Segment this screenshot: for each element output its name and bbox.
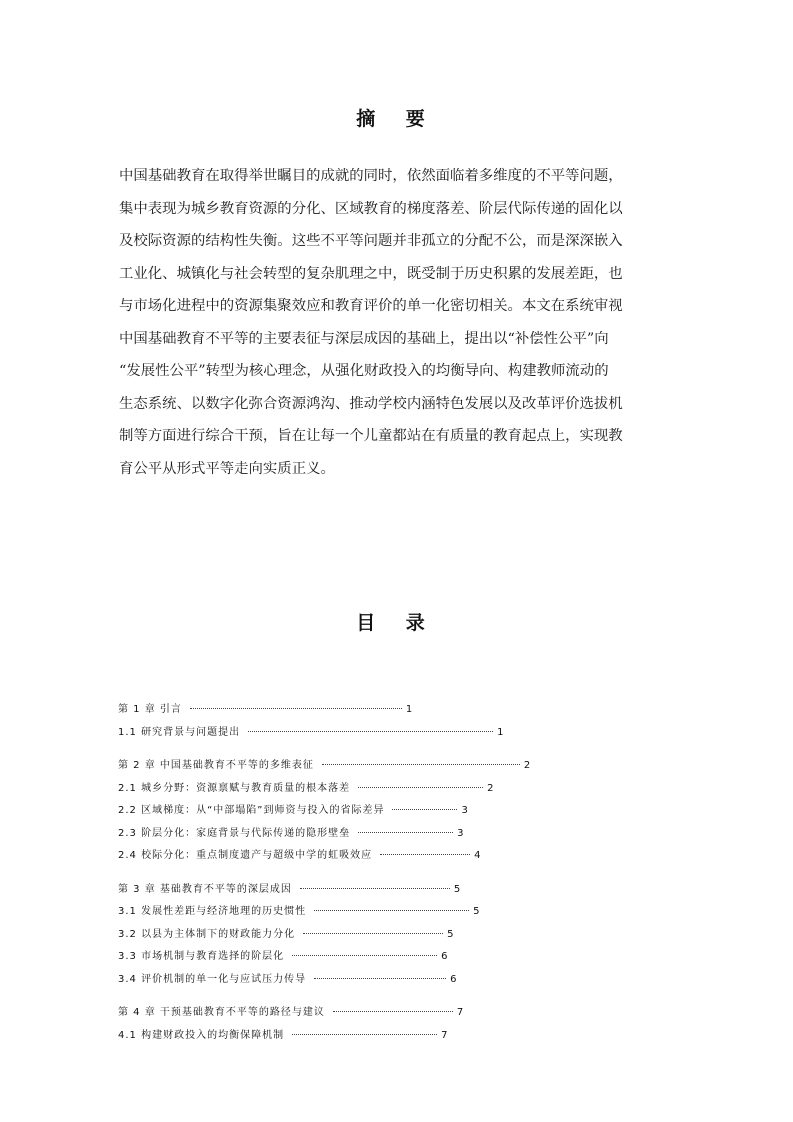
dot-leader xyxy=(358,832,453,833)
page-number: 5 xyxy=(447,928,454,940)
page-number: 1 xyxy=(497,726,504,738)
dot-leader xyxy=(314,978,446,979)
page-number: 6 xyxy=(450,973,457,985)
page-number: 3 xyxy=(457,827,464,839)
dot-leader xyxy=(314,910,469,911)
toc-section-entry-label: 2.2 区域梯度：从“中部塌陷”到师资与投入的省际差异 xyxy=(118,805,385,816)
toc-chapter-entry-label: 第 4 章 干预基础教育不平等的路径与建议 xyxy=(118,1007,325,1018)
toc-section-entry-label: 3.1 发展性差距与经济地理的历史惯性 xyxy=(118,906,307,917)
page-number: 3 xyxy=(461,805,468,816)
toc-section-entry[interactable] xyxy=(118,824,538,847)
toc-chapter-entry[interactable] xyxy=(118,700,538,723)
page-number: 2 xyxy=(487,782,494,794)
page-number: 7 xyxy=(456,1007,464,1018)
toc-section-entry[interactable] xyxy=(118,970,538,993)
page-number: 5 xyxy=(453,883,461,895)
abstract-body xyxy=(119,160,675,485)
toc-chapter-entry-label: 第 3 章 基础教育不平等的深层成因 xyxy=(118,883,292,895)
toc-section-entry-label: 3.2 以县为主体制下的财政能力分化 xyxy=(118,928,296,940)
toc-section-entry[interactable] xyxy=(118,779,538,802)
abstract-line: 与市场化进程中的资源集聚效应和教育评价的单一化密切相关。本文在系统审视 xyxy=(119,298,623,314)
toc-title: 目 录 xyxy=(356,612,437,634)
abstract-line: 集中表现为城乡教育资源的分化、区域教育的梯度落差、阶层代际传递的固化以 xyxy=(119,200,623,217)
dot-leader xyxy=(392,809,457,810)
dot-leader xyxy=(303,933,443,934)
page-number: 5 xyxy=(473,906,480,917)
page-number: 7 xyxy=(441,1029,448,1041)
toc-section-entry-label: 2.4 校际分化：重点制度遗产与超级中学的虹吸效应 xyxy=(118,850,373,861)
dot-leader xyxy=(292,1034,437,1035)
toc-chapter-entry-label: 第 2 章 中国基础教育不平等的多维表征 xyxy=(118,760,314,771)
dot-leader xyxy=(322,764,520,765)
toc-section-entry[interactable] xyxy=(118,723,538,746)
toc-chapter-entry[interactable] xyxy=(118,1003,538,1026)
abstract-title: 摘 要 xyxy=(356,108,437,130)
dot-leader xyxy=(380,854,470,855)
toc-section-entry[interactable] xyxy=(118,947,538,970)
toc-section-entry[interactable] xyxy=(118,925,538,948)
abstract-line: 生态系统、以数字化弥合资源鸿沟、推动学校内涵特色发展以及改革评价选拔机 xyxy=(119,395,623,412)
toc-chapter-block xyxy=(118,756,538,869)
dot-leader xyxy=(358,787,483,788)
abstract-line: “发展性公平”转型为核心理念，从强化财政投入的均衡导向、构建教师流动的 xyxy=(119,363,609,379)
page-number: 4 xyxy=(474,850,481,861)
page-number: 1 xyxy=(405,704,413,715)
toc-chapter-block xyxy=(118,880,538,993)
toc-chapter-entry-label: 第 1 章 引言 xyxy=(118,704,182,715)
dot-leader xyxy=(248,731,493,732)
toc-section-entry-label: 2.3 阶层分化：家庭背景与代际传递的隐形壁垒 xyxy=(118,827,351,839)
page-number: 2 xyxy=(523,760,531,771)
toc-section-entry[interactable] xyxy=(118,801,538,824)
dot-leader xyxy=(333,1011,453,1012)
toc-section-entry-label: 1.1 研究背景与问题提出 xyxy=(118,726,241,738)
page-number: 6 xyxy=(441,951,448,962)
toc-section-entry-label: 3.3 市场机制与教育选择的阶层化 xyxy=(118,951,285,962)
toc-chapter-entry[interactable] xyxy=(118,756,538,779)
table-of-contents xyxy=(118,700,538,1059)
toc-section-entry-label: 2.1 城乡分野：资源禀赋与教育质量的根本落差 xyxy=(118,782,351,794)
abstract-line: 中国基础教育不平等的主要表征与深层成因的基础上，提出以“补偿性公平”向 xyxy=(119,330,609,347)
abstract-line: 及校际资源的结构性失衡。这些不平等问题并非孤立的分配不公，而是深深嵌入 xyxy=(119,233,623,249)
toc-chapter-block xyxy=(118,700,538,745)
dot-leader xyxy=(300,888,450,889)
abstract-line: 工业化、城镇化与社会转型的复杂肌理之中，既受制于历史积累的发展差距，也 xyxy=(119,265,623,282)
dot-leader xyxy=(292,955,437,956)
abstract-line: 育公平从形式平等走向实质正义。 xyxy=(119,460,335,477)
toc-chapter-entry[interactable] xyxy=(118,880,538,903)
toc-section-entry-label: 4.1 构建财政投入的均衡保障机制 xyxy=(118,1029,285,1041)
abstract-line: 中国基础教育在取得举世瞩目的成就的同时，依然面临着多维度的不平等问题， xyxy=(119,168,623,184)
abstract-line: 制等方面进行综合干预，旨在让每一个儿童都站在有质量的教育起点上，实现教 xyxy=(119,428,623,444)
toc-section-entry[interactable] xyxy=(118,1026,538,1049)
toc-section-entry[interactable] xyxy=(118,902,538,925)
toc-section-entry[interactable] xyxy=(118,846,538,869)
toc-section-entry-label: 3.4 评价机制的单一化与应试压力传导 xyxy=(118,973,307,985)
toc-chapter-block xyxy=(118,1003,538,1048)
dot-leader xyxy=(190,708,402,709)
